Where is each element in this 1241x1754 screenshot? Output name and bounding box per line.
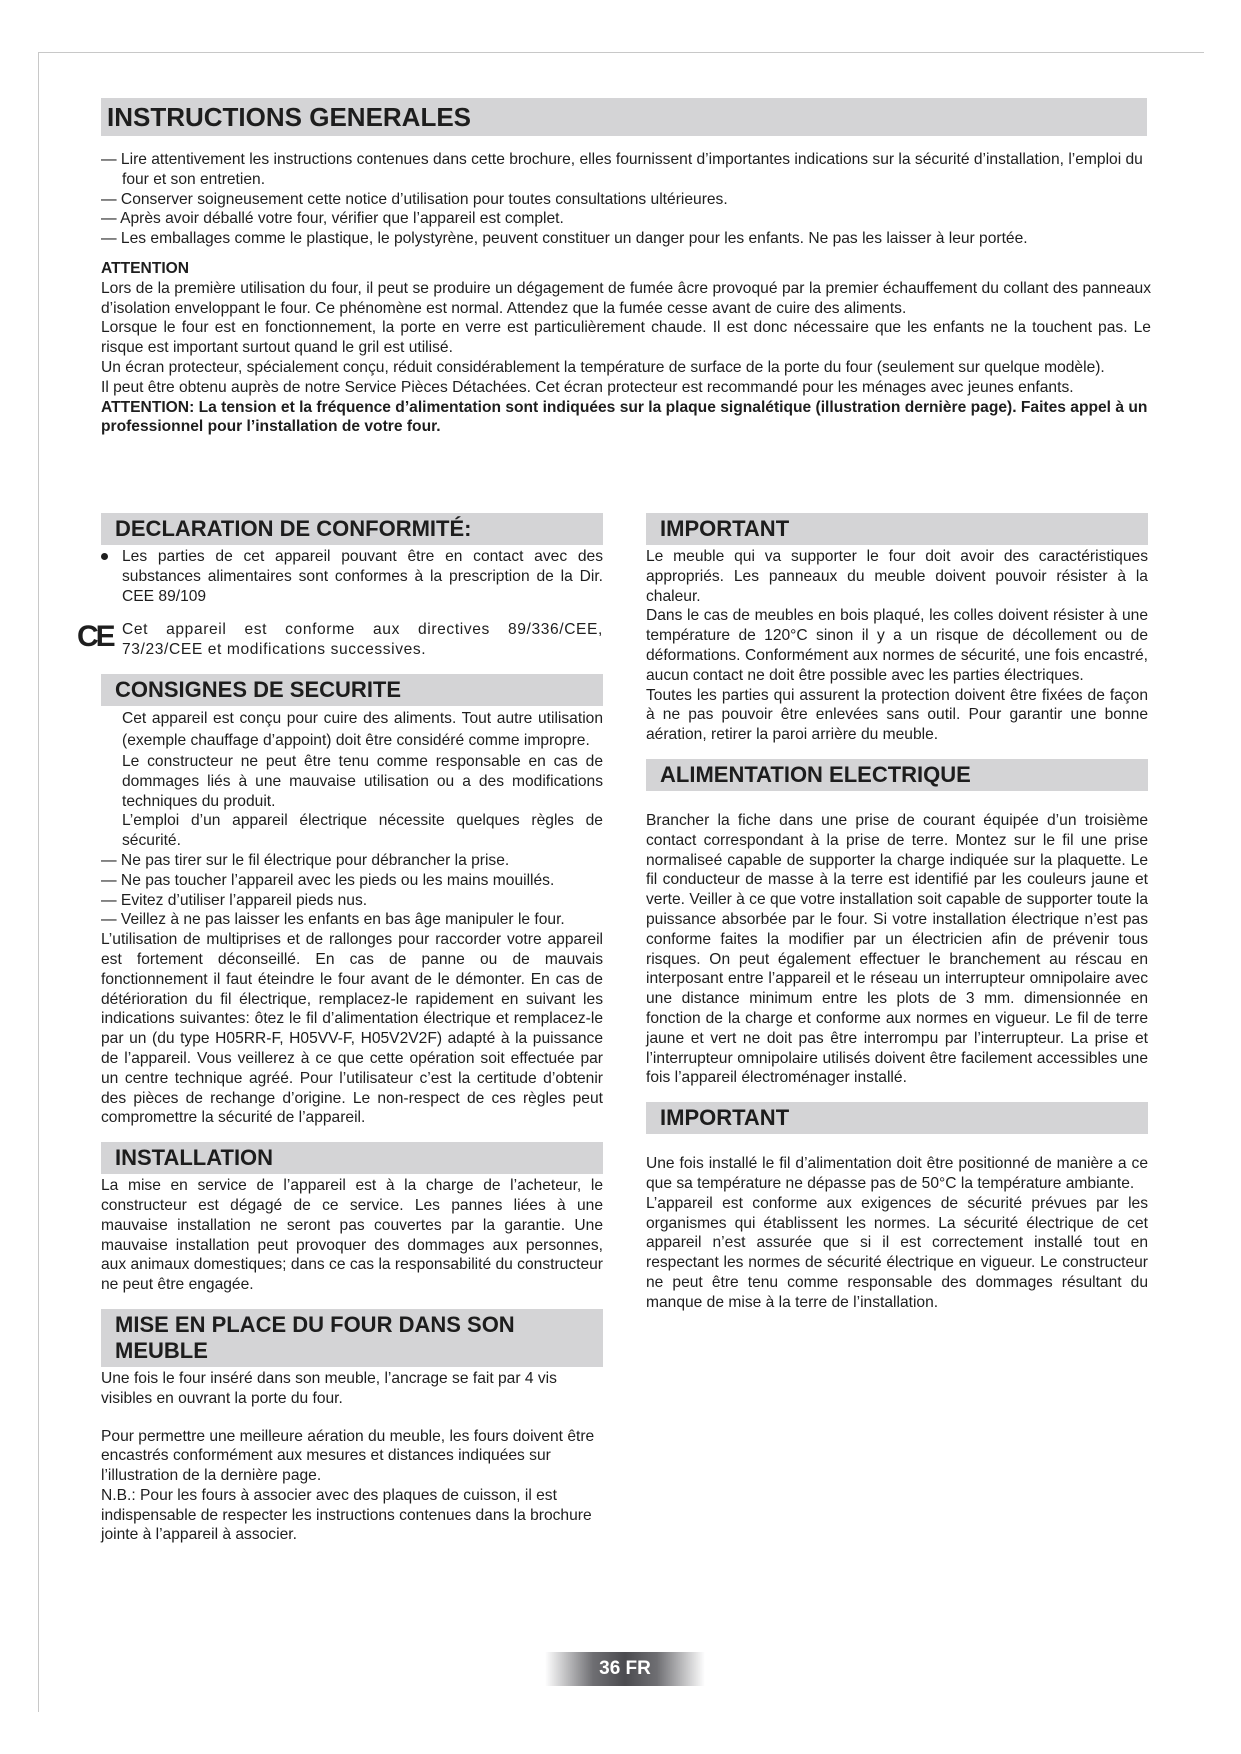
attention-heading: ATTENTION — [101, 259, 190, 277]
consignes-paragraph: Le constructeur ne peut être tenu comme responsable en cas de dommages liés à une mauvaise utilisation ou a des modifications techniques du produit. — [122, 752, 603, 810]
list-item: — Veillez à ne pas laisser les enfants en bas âge manipuler le four. — [101, 911, 565, 929]
left-column — [77, 513, 603, 1545]
spacer — [101, 660, 603, 674]
declaration-header: DECLARATION DE CONFORMITÉ: — [101, 513, 603, 545]
spacer — [646, 793, 1148, 811]
list-item: — Lire attentivement les instructions contenues dans cette brochure, elles fournissent d’importantes indications sur la sécurité d’installation, l’emploi du four et son entretien. — [101, 151, 1143, 188]
spacer — [101, 1295, 603, 1309]
ce-declaration-text: Cet appareil est conforme aux directives 89/336/CEE, 73/23/CEE et modifications successives. — [122, 621, 603, 659]
right-column — [646, 513, 1148, 1313]
declaration-bullet-text: Les parties de cet appareil pouvant être en contact avec des substances alimentaires sont conformes à la prescription de la Dir. CEE 89/109 — [122, 548, 603, 605]
consignes-list — [101, 851, 603, 930]
list-item: — Conserver soigneusement cette notice d’utilisation pour toutes consultations ultérieures. — [101, 190, 728, 208]
spacer — [646, 1136, 1148, 1154]
important-paragraph: Le meuble qui va supporter le four doit avoir des caractéristiques appropriés. Les panneaux du meuble doivent pouvoir résister à la chaleur. — [646, 548, 1148, 605]
attention-paragraph: Il peut être obtenu auprès de notre Service Pièces Détachées. Cet écran protecteur est recommandé pour les ménages avec jeunes enfants. — [101, 378, 1074, 396]
list-item: — Ne pas toucher l’appareil avec les pieds ou les mains mouillés. — [101, 871, 555, 889]
attention-paragraph: Lors de la première utilisation du four, il peut se produire un dégagement de fumée âcre provoqué par la premier échauffement du collant des panneaux d’isolation enveloppant le four. Ce phénomène est normal. Attendez que la fumée cesse avant de cuire des aliments. — [101, 279, 1151, 317]
list-item: — Après avoir déballé votre four, vérifier que l’appareil est complet. — [101, 210, 564, 228]
important-paragraph: Une fois installé le fil d’alimentation doit être positionné de manière a ce que sa température ne dépasse pas de 50°C la température ambiante. — [646, 1155, 1148, 1192]
spacer — [101, 1128, 603, 1142]
consignes-paragraph: Cet appareil est conçu pour cuire des aliments. Tout autre utilisation (exemple chauffage d’appoint) doit être considéré comme impropre. — [122, 709, 603, 749]
important-header-2: IMPORTANT — [646, 1102, 1148, 1134]
spacer — [101, 1409, 603, 1427]
consignes-paragraph: L’utilisation de multiprises et de rallonges pour raccorder votre appareil est fortement déconseillé. En cas de panne ou de mauvais fonctionnement il faut éteindre le four avant de le démonter. En cas de détérioration du fil électrique, remplacez-le rapidement en suivant les indications suivantes: ôtez le fil d’alimentation électrique et remplacez-le par un (du type H05RR-F, H05VV-F, H05V2V2F) adapté à la puissance de l’appareil. Vous veillerez à ce que cette opération soit effectuée par un centre technique agréé. Pour l’utilisateur c’est la certitude d’obtenir des pièces de rechange d’origine. Le non-respect de ces règles peut compromettre la sécurité de l’appareil. — [101, 931, 603, 1127]
important-paragraph: Toutes les parties qui assurent la protection doivent être fixées de façon à ne pas pouvoir être enlevées sans outil. Pour garantir une bonne aération, retirer la paroi arrière du meuble. — [646, 686, 1148, 744]
page-frame-top-line — [38, 52, 1204, 53]
consignes-header: CONSIGNES DE SECURITE — [101, 674, 603, 706]
spacer — [646, 1088, 1148, 1102]
general-instructions-block — [101, 150, 1151, 437]
important-header: IMPORTANT — [646, 513, 1148, 545]
mise-en-place-paragraph: Une fois le four inséré dans son meuble, l’ancrage se fait par 4 vis visibles en ouvrant la porte du four. — [101, 1369, 557, 1407]
spacer — [646, 745, 1148, 759]
list-item: — Ne pas tirer sur le fil électrique pour débrancher la prise. — [101, 851, 510, 869]
page-number: 36 FR — [545, 1652, 705, 1686]
installation-paragraph: La mise en service de l’appareil est à la charge de l’acheteur, le constructeur est dégagé de ce service. Les pannes liées à une mauvaise installation ne seront pas couvertes par la garantie. Une mauvaise installation peut provoquer des dommages aux personnes, aux animaux domestiques; dans ce cas la responsabilité du constructeur ne peut être engagée. — [101, 1177, 603, 1294]
ce-mark-icon: CE — [77, 620, 113, 654]
installation-header: INSTALLATION — [101, 1142, 603, 1174]
page-frame-left-line — [38, 52, 39, 1712]
important-paragraph: Dans le cas de meubles en bois plaqué, les colles doivent résister à une température de 120°C sinon il y a un risque de décollement ou de déformations. Conformément aux normes de sécurité, une fois encastré, aucun contact ne doit être possible avec les parties électriques. — [646, 607, 1148, 684]
list-item: — Les emballages comme le plastique, le polystyrène, peuvent constituer un danger pour les enfants. Ne pas les laisser à leur portée. — [101, 230, 1028, 248]
list-item: — Evitez d’utiliser l’appareil pieds nus. — [101, 891, 368, 909]
ce-declaration — [77, 620, 603, 660]
main-section-header: INSTRUCTIONS GENERALES — [101, 98, 1147, 136]
important-paragraph: L’appareil est conforme aux exigences de sécurité prévues par les organismes qui établissent les normes. La sécurité électrique de cet appareil n’est assurée que si il est correctement installé tout en respectant les normes de sécurité électrique en vigueur. Le constructeur ne peut être tenu comme responsable des dommages résultant du manque de mise à la terre de l’installation. — [646, 1194, 1148, 1311]
attention-paragraph: Un écran protecteur, spécialement conçu, réduit considérablement la température de surface de la porte du four (seulement sur quelque modèle). — [101, 358, 1105, 376]
attention-paragraph: Lorsque le four est en fonctionnement, la porte en verre est particulièrement chaude. Il est donc nécessaire que les enfants ne la touchent pas. Le risque est important surtout quand le gril est utilisé. — [101, 319, 1151, 357]
general-instructions-list — [101, 150, 1151, 249]
mise-en-place-header: MISE EN PLACE DU FOUR DANS SON MEUBLE — [101, 1309, 603, 1367]
declaration-bullet — [101, 547, 603, 606]
mise-en-place-paragraph: Pour permettre une meilleure aération du meuble, les fours doivent être encastrés conformément aux mesures et distances indiquées sur l’illustration de la dernière page. — [101, 1427, 595, 1485]
consignes-paragraph: L’emploi d’un appareil électrique nécessite quelques règles de sécurité. — [122, 812, 603, 850]
alimentation-header: ALIMENTATION ELECTRIQUE — [646, 759, 1148, 791]
bullet-dot-icon — [101, 553, 108, 560]
mise-en-place-paragraph: N.B.: Pour les fours à associer avec des plaques de cuisson, il est indispensable de respecter les instructions contenues dans la brochure jointe à l’appareil à associer. — [101, 1486, 592, 1544]
alimentation-paragraph: Brancher la fiche dans une prise de courant équipée d’un troisième contact correspondant à la prise de terre. Montez sur le fil une prise normaliseé capable de supporter la charge indiquée sur la plaquette. Le fil conducteur de masse à la terre est identifié par les couleurs jaune et verte. Veiller à ce que votre installation soit capable de supporter toute la puissance absorbée par le four. Si votre installation électrique n’est pas conforme faites la modifier par un électricien afin de prévenir tous risques. On peut également effectuer le branchement au réscau en interposant entre l’appareil et le réseau un interrupteur omnipolaire avec une distance minimum entre les plots de 3 mm. dimensionnée en fonction de la charge et conforme aux normes en vigueur. Le fil de terre jaune et vert ne doit pas être interrompu par l’interrupteur. La prise et l’interrupteur omnipolaire utilisés doivent être facilement accessibles une fois l’appareil électroménager installé. — [646, 811, 1148, 1087]
attention-bold-notice: ATTENTION: La tension et la fréquence d’alimentation sont indiquées sur la plaque signalétique (illustration dernière page). Faites appel à un professionnel pour l’installation de votre four. — [101, 398, 1148, 436]
